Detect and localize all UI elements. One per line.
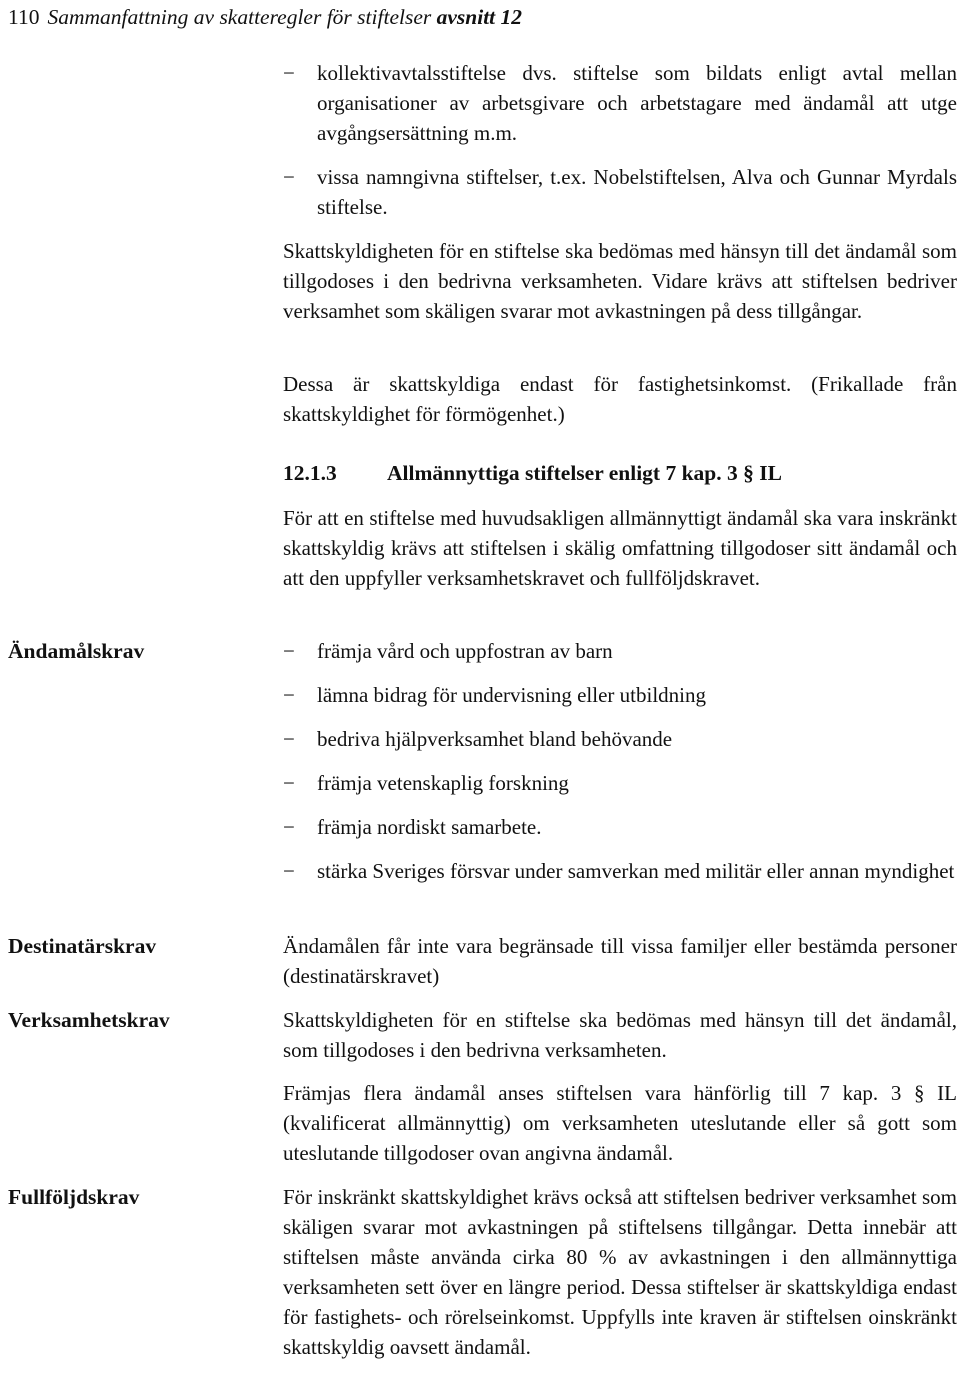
dash-icon: − — [283, 639, 295, 663]
list-item: − främja vård och uppfostran av barn — [283, 636, 957, 666]
paragraph-framjas: Främjas flera ändamål anses stiftelsen vara hänförlig till 7 kap. 3 § IL (kvalificerat allmännyttig) om verksamheten uteslutande eller så gott som uteslutande tillgodoser ovan angivna ändamål. — [283, 1081, 957, 1165]
list-item: − lämna bidrag för undervisning eller utbildning — [283, 680, 957, 710]
dash-icon: − — [283, 683, 295, 707]
paragraph-destinatar: Ändamålen får inte vara begränsade till vissa familjer eller bestämda personer (destinatärskravet) — [283, 934, 957, 988]
paragraph-intro: För att en stiftelse med huvudsakligen allmännyttigt ändamål ska vara inskränkt skattskyldig krävs att stiftelsen i skälig omfattning tillgodoser sitt ändamål och att den uppfyller verksamhetskravet och fullföljdskravet. — [283, 506, 957, 590]
page-number: 110 — [8, 5, 40, 29]
section-title: Allmännyttiga stiftelser enligt 7 kap. 3 § IL — [387, 461, 782, 485]
paragraph-fullfoljd: För inskränkt skattskyldighet krävs också att stiftelsen bedriver verksamhet som skäligen svarar mot avkastningen på stiftelsens tillgångar. Detta innebär att stiftelsen måste använda cirka 80 % av avkastningen i den allmännyttiga verksamheten sett över en längre period. Dessa stiftelser är skattskyldiga endast för fastighets- och rörelseinkomst. Uppfylls inte kraven är stiftelsen oinskränkt skattskyldig oavsett ändamål. — [283, 1185, 957, 1359]
paragraph-verksamhet: Skattskyldigheten för en stiftelse ska bedömas med hänsyn till det ändamål, som tillgodoses i den bedrivna verksamheten. — [283, 1008, 957, 1062]
paragraph-skattskyldighet: Skattskyldigheten för en stiftelse ska bedömas med hänsyn till det ändamål som tillgodoses i den bedrivna verksamheten. Vidare krävs att stiftelsen bedriver verksamhet som skäligen svarar mot avkastningen på dess tillgångar. — [283, 239, 957, 323]
section-number: 12.1.3 — [283, 461, 337, 485]
running-title: Sammanfattning av skatteregler för stiftelser — [47, 5, 432, 29]
page-header — [8, 2, 522, 32]
margin-label-fullfoljdskrav: Fullföljdskrav — [8, 1185, 140, 1209]
section-heading — [283, 458, 782, 488]
list-item: − vissa namngivna stiftelser, t.ex. Nobelstiftelsen, Alva och Gunnar Myrdals stiftelse. — [283, 162, 957, 222]
list-item: − främja vetenskaplig forskning — [283, 768, 957, 798]
running-section: avsnitt 12 — [436, 5, 523, 29]
dash-icon: − — [283, 859, 295, 883]
dash-icon: − — [283, 815, 295, 839]
list-item: − bedriva hjälpverksamhet bland behövande — [283, 724, 957, 754]
paragraph-dessa: Dessa är skattskyldiga endast för fastighetsinkomst. (Frikallade från skattskyldighet för förmögenhet.) — [283, 372, 957, 426]
top-bullet-list — [283, 58, 957, 222]
list-item: − stärka Sveriges försvar under samverkan med militär eller annan myndighet — [283, 856, 957, 886]
list-item: − kollektivavtalsstiftelse dvs. stiftelse som bildats enligt avtal mellan organisationer av arbetsgivare och arbetstagare med ändamål att utge avgångsersättning m.m. — [283, 58, 957, 148]
purpose-bullet-list — [283, 636, 957, 886]
margin-label-andamalskrav: Ändamålskrav — [8, 639, 145, 663]
list-item: − främja nordiskt samarbete. — [283, 812, 957, 842]
dash-icon: − — [283, 727, 295, 751]
dash-icon: − — [283, 61, 295, 85]
dash-icon: − — [283, 165, 295, 189]
margin-label-destinatarskrav: Destinatärskrav — [8, 934, 157, 958]
dash-icon: − — [283, 771, 295, 795]
margin-label-verksamhetskrav: Verksamhetskrav — [8, 1008, 170, 1032]
